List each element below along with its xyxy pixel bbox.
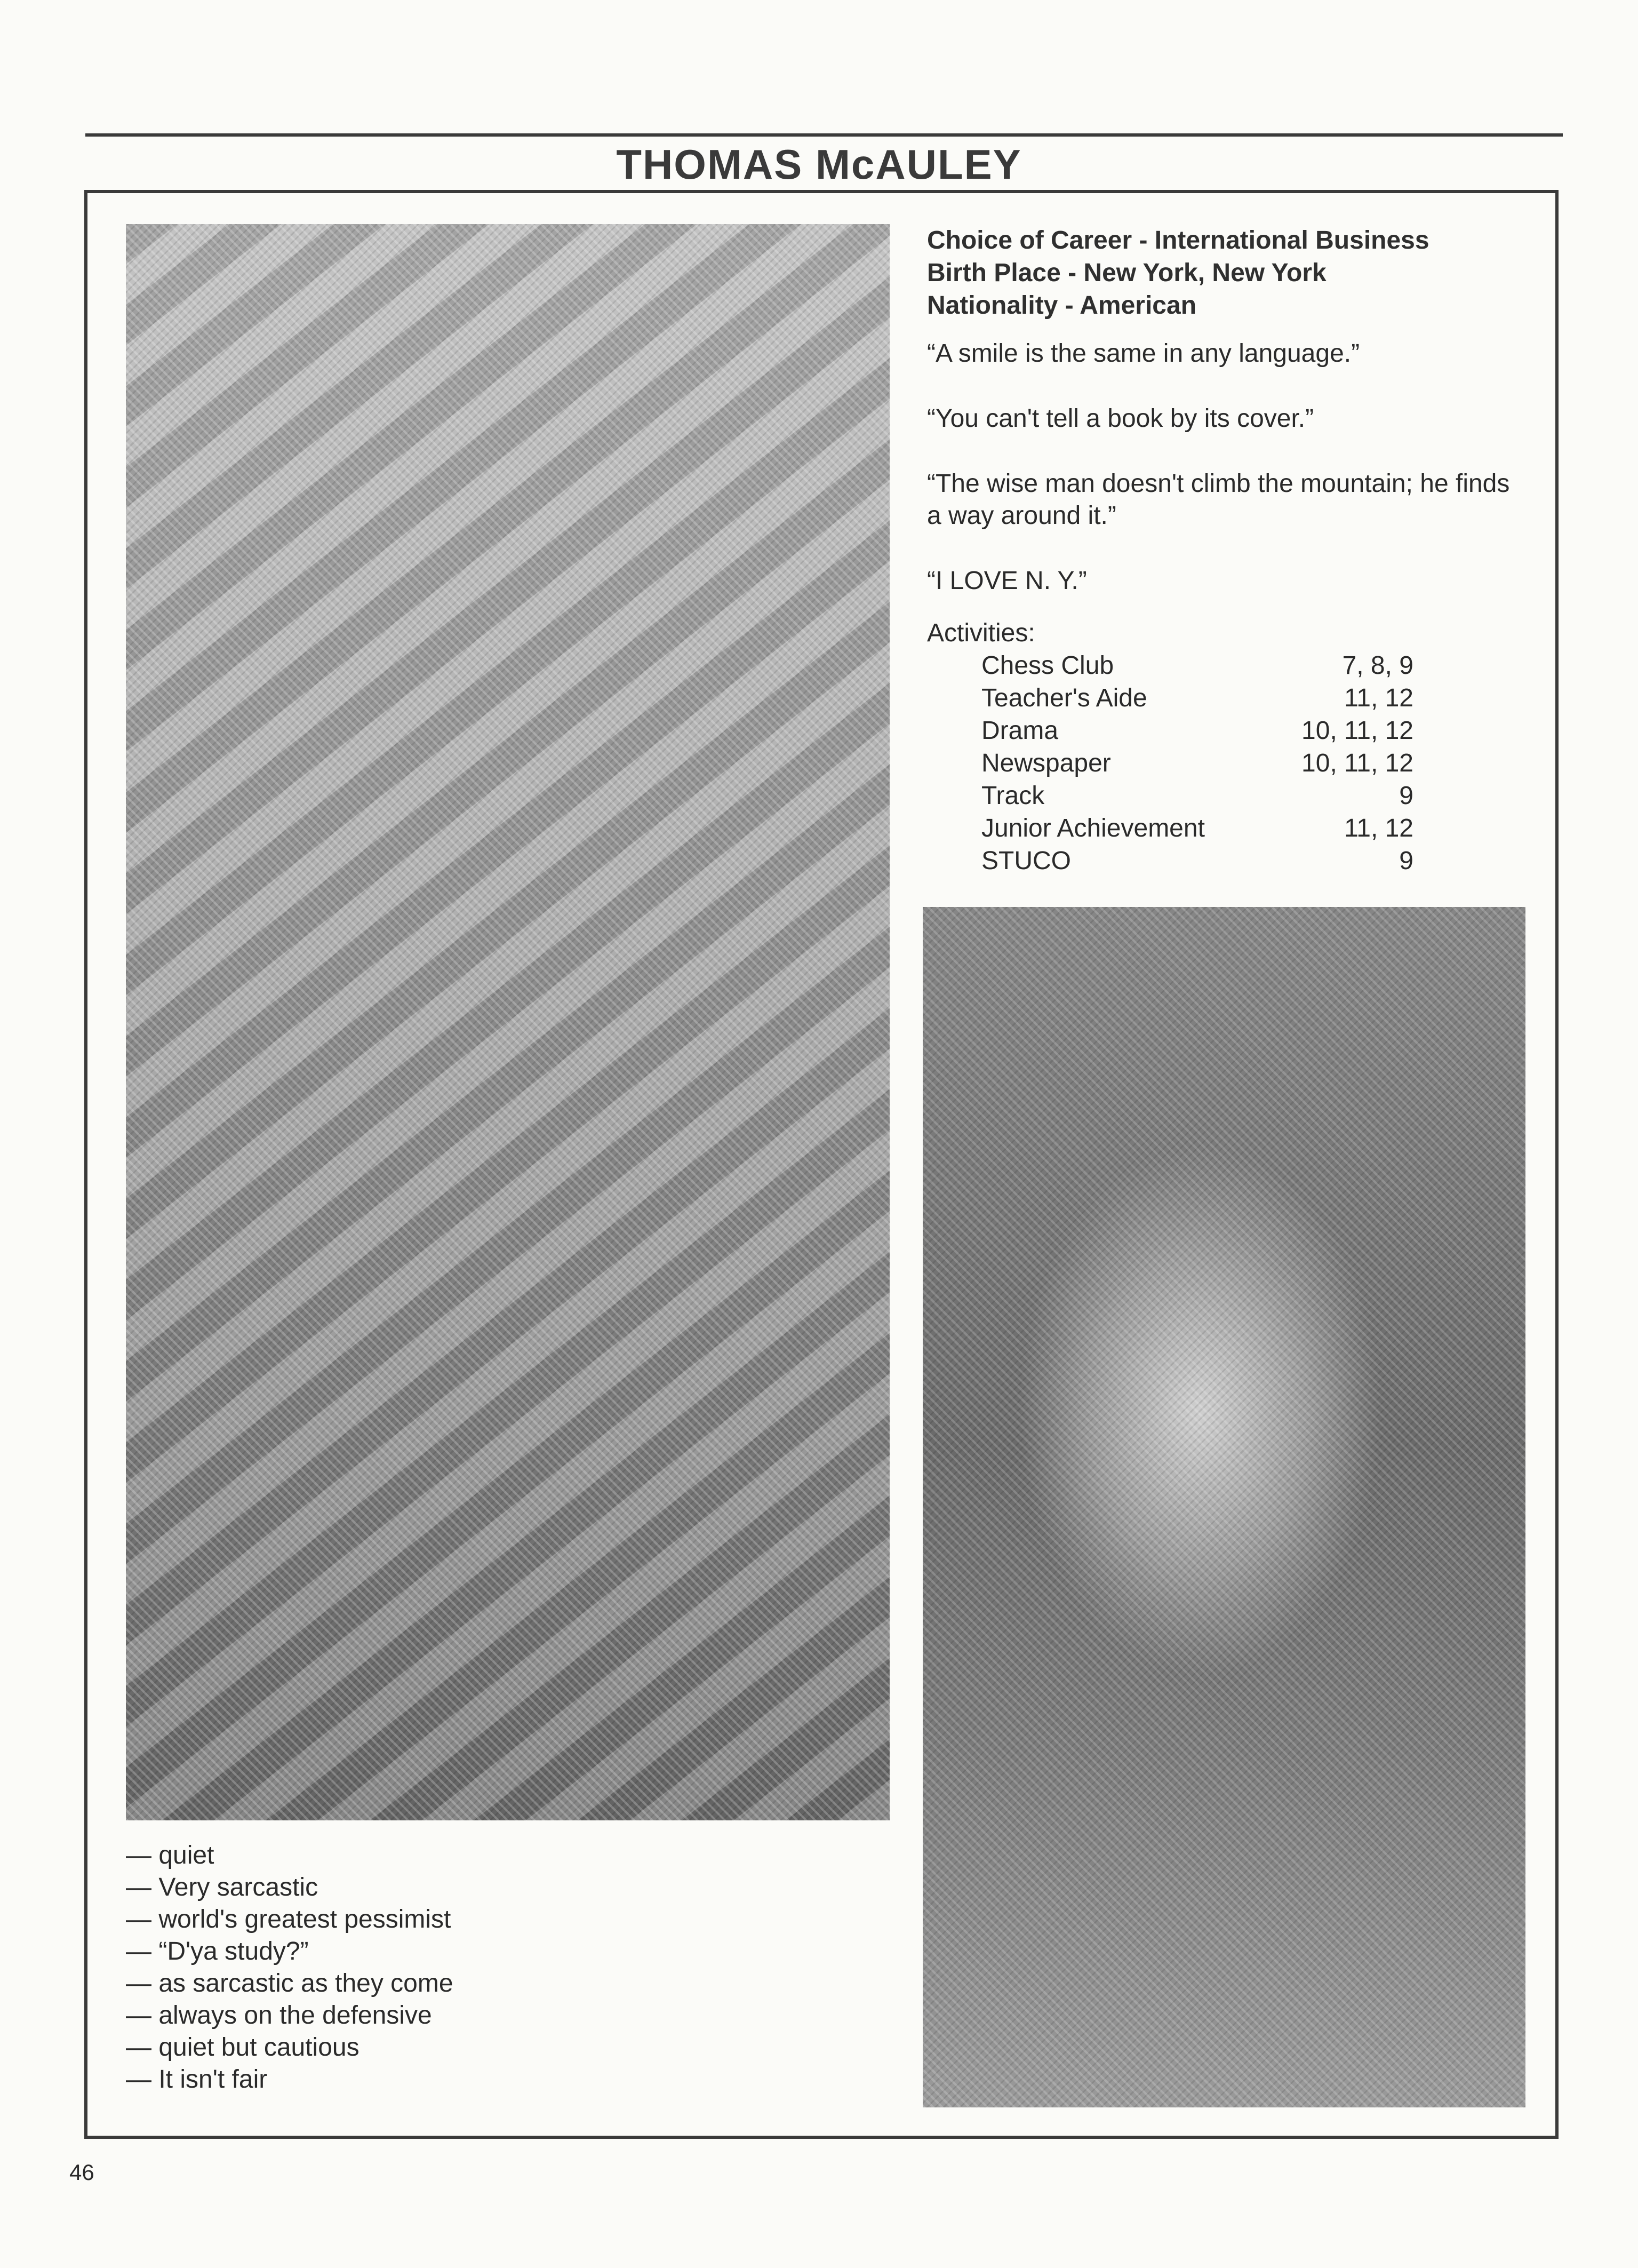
- activity-name: STUCO: [981, 847, 1071, 875]
- profile-info: [927, 224, 1524, 877]
- activity-row: [981, 649, 1413, 682]
- quote: “You can't tell a book by its cover.”: [927, 404, 1314, 433]
- activity-years: 9: [1399, 782, 1413, 810]
- activity-name: Chess Club: [981, 651, 1114, 680]
- activity-row: [981, 845, 1413, 877]
- activity-years: 10, 11, 12: [1301, 717, 1413, 745]
- nationality-fact: Nationality - American: [927, 291, 1197, 320]
- photo-portrait: [923, 907, 1525, 2107]
- birthplace-fact: Birth Place - New York, New York: [927, 259, 1327, 287]
- top-rule: [85, 133, 1563, 137]
- activity-name: Drama: [981, 717, 1059, 745]
- quote: “The wise man doesn't climb the mountain; he finds a way around it.”: [927, 469, 1510, 530]
- career-fact: Choice of Career - International Business: [927, 226, 1429, 254]
- activity-name: Junior Achievement: [981, 814, 1205, 842]
- activities-heading: Activities:: [927, 619, 1035, 647]
- activity-years: 9: [1399, 847, 1413, 875]
- profile-facts: [927, 224, 1524, 322]
- note-item: — world's greatest pessimist: [126, 1905, 451, 1933]
- note-item: — as sarcastic as they come: [126, 1969, 453, 1998]
- quote: “I LOVE N. Y.”: [927, 567, 1087, 595]
- note-item: — quiet: [126, 1841, 214, 1869]
- quote: “A smile is the same in any language.”: [927, 339, 1360, 368]
- activity-years: 7, 8, 9: [1342, 651, 1413, 680]
- activity-name: Track: [981, 782, 1045, 810]
- personality-notes: [126, 1840, 862, 2096]
- activities-list: [981, 649, 1413, 877]
- activity-row: [981, 812, 1413, 845]
- activity-years: 11, 12: [1344, 684, 1413, 712]
- note-item: — Very sarcastic: [126, 1873, 318, 1901]
- page-number: 46: [69, 2160, 94, 2185]
- note-item: — It isn't fair: [126, 2065, 268, 2094]
- note-item: — always on the defensive: [126, 2001, 432, 2030]
- activity-years: 11, 12: [1344, 814, 1413, 842]
- activity-row: [981, 682, 1413, 714]
- note-item: — “D'ya study?”: [126, 1937, 309, 1965]
- activity-row: [981, 714, 1413, 747]
- note-item: — quiet but cautious: [126, 2033, 359, 2062]
- photo-stairs: [126, 224, 890, 1820]
- activity-years: 10, 11, 12: [1301, 749, 1413, 777]
- activity-name: Newspaper: [981, 749, 1111, 777]
- activity-name: Teacher's Aide: [981, 684, 1147, 712]
- activity-row: [981, 747, 1413, 779]
- activity-row: [981, 779, 1413, 812]
- page-title: THOMAS McAULEY: [616, 141, 1022, 188]
